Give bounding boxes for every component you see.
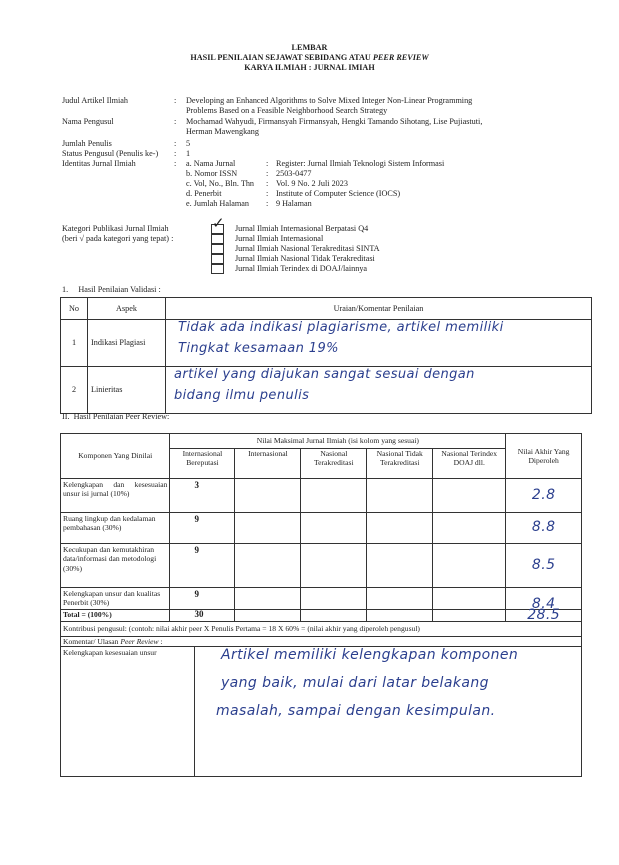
- komentar-line: yang baik, mulai dari latar belakang: [221, 675, 489, 692]
- kategori-checkbox-4[interactable]: [211, 254, 224, 264]
- penulis-label: Nama Pengusul: [62, 117, 114, 126]
- table-row: 2 Linieritas artikel yang diajukan sangat sesuai dengan bidang ilmu penulis: [61, 367, 592, 414]
- kategori-checkbox-3[interactable]: [211, 244, 224, 254]
- jurnal-row: a. Nama Jurnal : Register: Jurnal Ilmiah Teknologi Sistem Informasi: [186, 159, 445, 168]
- kelengkapan-label: Kelengkapan kesesuaian unsur: [63, 648, 157, 658]
- header-line3: KARYA ILMIAH : JURNAL IMIAH: [244, 63, 375, 72]
- jumlah-value: 5: [186, 139, 191, 148]
- col-akhir: Nilai Akhir Yang Diperoleh: [506, 434, 582, 479]
- kategori-option-4: Jurnal Ilmiah Nasional Tidak Terakreditasi: [235, 254, 375, 263]
- header-line2-prefix: HASIL PENILAIAN SEJAWAT SEBIDANG ATAU: [190, 53, 373, 62]
- komentar-heading: Komentar/ Ulasan Peer Review :: [61, 637, 582, 647]
- col-aspek: Aspek: [88, 298, 166, 320]
- jurnal-list: [186, 159, 586, 209]
- colon: :: [174, 96, 177, 105]
- sub-col: Internasional Bereputasi: [170, 449, 235, 479]
- col-uraian: Uraian/Komentar Penilaian: [166, 298, 592, 320]
- validasi-table: [60, 297, 592, 414]
- penulis-value: Mochamad Wahyudi, Firmansyah Firmansyah, Hengki Tamando Sihotang, Lise Pujiastuti, Herman Mawengkang: [186, 117, 483, 136]
- col-no: No: [61, 298, 88, 320]
- judul-label: Judul Artikel Ilmiah: [62, 96, 128, 105]
- table-row: Kecukupan dan kemutakhiran data/informasi dan metodologi (30%) 9 8.5: [61, 544, 582, 588]
- comment-cell: Tidak ada indikasi plagiarisme, artikel memiliki Tingkat kesamaan 19%: [166, 320, 592, 367]
- table-row: Kelengkapan unsur dan kualitas Penerbit (30%) 9 8.4: [61, 588, 582, 610]
- colon: :: [174, 139, 177, 148]
- kategori-checkbox-5[interactable]: [211, 264, 224, 274]
- status-label: Status Pengusul (Penulis ke-): [62, 149, 159, 158]
- sub-col: Nasional Terindex DOAJ dll.: [433, 449, 506, 479]
- komentar-line: masalah, sampai dengan kesimpulan.: [216, 703, 496, 720]
- header-line1: LEMBAR: [291, 43, 328, 52]
- identitas-label: Identitas Jurnal Ilmiah: [62, 159, 136, 168]
- kategori-label: Kategori Publikasi Jurnal Ilmiah (beri √ pada kategori yang tepat) :: [62, 224, 174, 243]
- kategori-option-2: Jurnal Ilmiah Internasional: [235, 234, 324, 243]
- sub-col: Nasional Tidak Terakreditasi: [367, 449, 433, 479]
- komentar-line: Artikel memiliki kelengkapan komponen: [221, 647, 519, 664]
- colon: :: [174, 117, 177, 126]
- validasi-heading: 1. Hasil Penilaian Validasi :: [62, 285, 161, 294]
- jumlah-label: Jumlah Penulis: [62, 139, 112, 148]
- divider: [194, 647, 195, 776]
- jurnal-row: b. Nomor ISSN : 2503-0477: [186, 169, 312, 178]
- jurnal-row: e. Jumlah Halaman : 9 Halaman: [186, 199, 312, 208]
- kategori-option-1: Jurnal Ilmiah Internasional Berpatasi Q4: [235, 224, 369, 233]
- table-row: 1 Indikasi Plagiasi Tidak ada indikasi plagiarisme, artikel memiliki Tingkat kesamaan 19%: [61, 320, 592, 367]
- kategori-option-5: Jurnal Ilmiah Terindex di DOAJ/lainnya: [235, 264, 368, 273]
- table-row: Ruang lingkup dan kedalaman pembahasan (30%) 9 8.8: [61, 513, 582, 544]
- total-row: Total = (100%) 30 28.5: [61, 610, 582, 622]
- check-icon: ✓: [212, 214, 225, 232]
- table-row: Kelengkapan dan kesesuaian unsur isi jurnal (10%) 3 2.8: [61, 479, 582, 513]
- sub-col: Nasional Terakreditasi: [301, 449, 367, 479]
- col-nilai-maks: Nilai Maksimal Jurnal Ilmiah (isi kolom yang sesuai): [170, 434, 506, 449]
- jurnal-row: c. Vol, No., Bln. Thn : Vol. 9 No. 2 Juli 2023: [186, 179, 348, 188]
- komentar-box: [61, 647, 582, 777]
- status-value: 1: [186, 149, 191, 158]
- kategori-checkbox-2[interactable]: [211, 234, 224, 244]
- peer-review-heading: II. Hasil Penilaian Peer Review:: [62, 412, 170, 421]
- header-line2-italic: PEER REVIEW: [372, 53, 429, 62]
- jurnal-row: d. Penerbit : Institute of Computer Science (IOCS): [186, 189, 401, 198]
- sub-col: Internasional: [235, 449, 301, 479]
- colon: :: [174, 149, 177, 158]
- comment-cell: artikel yang diajukan sangat sesuai dengan bidang ilmu penulis: [166, 367, 592, 414]
- kategori-option-3: Jurnal Ilmiah Nasional Terakreditasi SINTA: [235, 244, 380, 253]
- peer-review-table: [60, 433, 582, 777]
- colon: :: [174, 159, 177, 168]
- col-komponen: Komponen Yang Dinilai: [61, 434, 170, 479]
- kontribusi: Kontribusi pengusul: (contoh: nilai akhir peer X Penulis Pertama = 18 X 60% = (nilai akhir yang diperoleh pengusul): [61, 622, 582, 637]
- header-line2: [0, 53, 619, 63]
- judul-value: Developing an Enhanced Algorithms to Solve Mixed Integer Non-Linear Programming Problems Based on a Feasible Neighborhood Search Strategy: [186, 96, 473, 115]
